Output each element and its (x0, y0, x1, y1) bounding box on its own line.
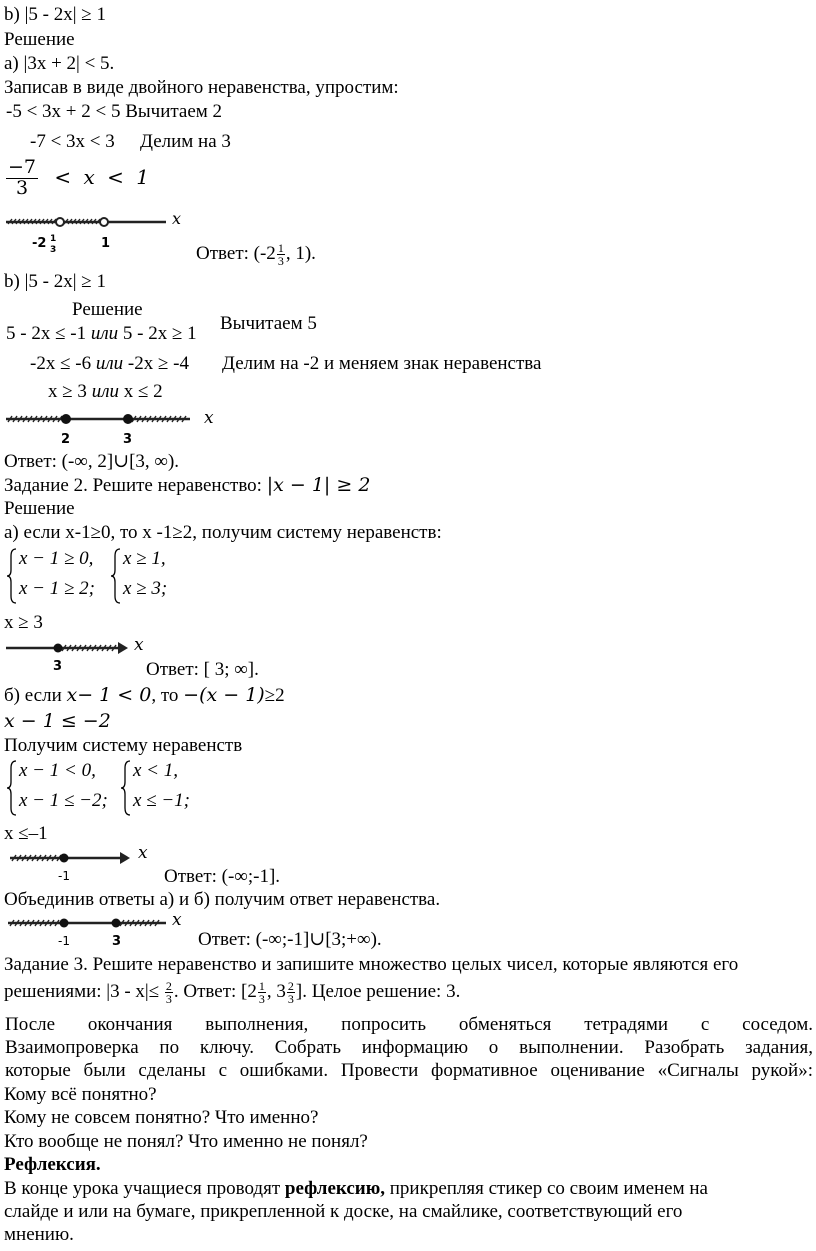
solution-label-2: Решение (72, 299, 143, 320)
reflection-line-1 (4, 1178, 708, 1201)
system-intro: Получим систему неравенств (4, 735, 243, 756)
case-line-3 (48, 381, 163, 404)
task-3-frac-3-den: 3 (287, 992, 294, 1006)
number-line-3 (6, 634, 156, 672)
tick-label-3: 3 (112, 934, 122, 949)
answer-5: Ответ: (-∞;-1]∪[3;+∞). (198, 929, 382, 950)
reflection-keyword: рефлексию, (284, 1178, 385, 1199)
axis-label: x (138, 843, 148, 863)
case-a: а) если х-1≥0, то х -1≥2, получим систему неравенств: (4, 522, 442, 543)
case-line-2-b: -2x ≥ -4 (123, 353, 189, 374)
reflection-title: Рефлексия. (4, 1154, 101, 1175)
tick-label-minus1: -1 (58, 934, 70, 948)
inequality-rest: < x < 1 (54, 164, 152, 189)
closed-point-3 (112, 919, 121, 928)
heading-b: b) |5 - 2x| ≥ 1 (4, 4, 106, 25)
case-line-2-or: или (95, 353, 124, 374)
solution-label-3: Решение (4, 498, 75, 519)
case-line-3-b: x ≤ 2 (118, 381, 163, 402)
fraction (6, 158, 38, 199)
reflection-line-2: слайде и или на бумаге, прикрепленной к доске, на смайлике, соответствующий его (4, 1201, 683, 1222)
system-1-row-4: x ≥ 3; (123, 578, 168, 599)
paragraph-line-1: После окончания выполнения, попросить обменяться тетрадями с соседом. (5, 1014, 813, 1035)
system-2-row-4: x ≤ −1; (133, 790, 191, 811)
task-3-middle: . Ответ: [2 (173, 980, 257, 1002)
case-line-1-a: 5 - 2x ≤ -1 (6, 323, 91, 344)
open-point-left (56, 218, 64, 226)
arrow-head (120, 852, 130, 864)
axis-label: x (134, 635, 144, 655)
task-3-line-1: Задание 3. Решите неравенство и запишите множество целых чисел, которые являются его (4, 954, 739, 975)
system-1 (6, 546, 206, 606)
system-2-row-2: x − 1 ≤ −2; (19, 790, 108, 811)
reflection-line-1-suffix: прикрепляя стикер со своим именем на (385, 1178, 708, 1199)
closed-point-3 (54, 644, 63, 653)
result-b: x ≤–1 (4, 823, 48, 844)
tick-label-minus2: -2 (32, 236, 47, 251)
answer-3: Ответ: [ 3; ∞]. (146, 659, 259, 680)
task-3-frac-2-num: 1 (258, 979, 265, 993)
arrow-head (118, 642, 128, 654)
task-a: а) |3x + 2| < 5. (4, 53, 115, 74)
case-b-line-2: x − 1 ≤ −2 (4, 710, 111, 732)
tick-label-3: 3 (53, 659, 63, 674)
question-1: Кому всё понятно? (4, 1084, 157, 1105)
axis-label: x (172, 209, 182, 228)
combine-line: Объединив ответы а) и б) получим ответ неравенства. (4, 889, 441, 910)
task-3-frac-1-den: 3 (165, 992, 172, 1006)
answer-4: Ответ: (-∞;-1]. (164, 866, 281, 887)
number-line-2 (6, 405, 226, 447)
answer-1 (196, 242, 316, 267)
closed-point-minus1 (60, 919, 69, 928)
tick-label-1: 1 (101, 236, 111, 251)
closed-point-2 (61, 414, 71, 424)
task-2 (4, 474, 370, 498)
fraction-denominator: 3 (15, 176, 29, 199)
case-line-1 (6, 323, 197, 346)
step-divide-note: Делим на 3 (140, 131, 231, 152)
paragraph-line-2: Взаимопроверка по ключу. Собрать информацию о выполнении. Разобрать задания, (5, 1037, 813, 1058)
step-divide-ineq: -7 < 3x < 3 (30, 131, 115, 152)
fraction-inequality (6, 158, 152, 199)
tick-label-num: 1 (50, 234, 57, 244)
tick-label-den: 3 (50, 245, 57, 255)
task-3-frac-3-num: 2 (287, 979, 294, 993)
tick-label-3: 3 (123, 432, 133, 447)
tick-label-minus1: -1 (58, 869, 70, 883)
task-3-suffix: ]. Целое решение: 3. (295, 980, 461, 1002)
axis-label: x (204, 408, 214, 428)
case-line-3-or: или (91, 381, 119, 402)
number-line-5 (6, 911, 186, 951)
task-3-line-2 (4, 980, 460, 1005)
divide-note: Делим на -2 и меняем знак неравенства (222, 353, 542, 374)
case-b-suffix: ≥2 (264, 685, 285, 706)
instruction-line: Записав в виде двойного неравенства, упростим: (4, 77, 399, 98)
case-line-1-b: 5 - 2x ≥ 1 (118, 323, 197, 344)
case-b-middle: , то (151, 685, 184, 706)
result-a: x ≥ 3 (4, 612, 43, 633)
task-3-separator: , 3 (266, 980, 286, 1002)
system-2 (6, 758, 206, 818)
task-2-text: Задание 2. Решите неравенство: (4, 475, 267, 496)
case-b (4, 684, 285, 708)
case-line-3-a: x ≥ 3 (48, 381, 92, 402)
number-line-1 (6, 210, 196, 260)
system-1-row-1: x − 1 ≥ 0, (19, 548, 94, 569)
system-2-row-1: x − 1 < 0, (19, 760, 96, 781)
tick-label-2: 2 (61, 432, 71, 447)
case-line-2-a: -2x ≤ -6 (30, 353, 96, 374)
question-3: Кто вообще не понял? Что именно не понял? (4, 1131, 368, 1152)
case-b-prefix: б) если (4, 685, 67, 706)
answer-1-num: 1 (277, 241, 284, 255)
reflection-line-1-prefix: В конце урока учащиеся проводят (4, 1178, 285, 1199)
number-line-4 (6, 843, 156, 886)
reflection-line-3: мнению. (4, 1224, 74, 1245)
answer-1-den: 3 (277, 254, 284, 268)
task-3-prefix: решениями: |3 - x|≤ (4, 980, 164, 1002)
subtract-note: Вычитаем 5 (220, 313, 317, 334)
paragraph-line-3: которые были сделаны с ошибками. Провести формативное оценивание «Сигналы рукой»: (5, 1060, 813, 1081)
system-1-row-2: x − 1 ≥ 2; (19, 578, 96, 599)
case-b-math-1: x− 1 < 0 (66, 684, 152, 706)
closed-point-minus1 (60, 854, 69, 863)
case-line-1-or: или (90, 323, 119, 344)
system-2-row-3: x < 1, (133, 760, 179, 781)
answer-2: Ответ: (-∞, 2]∪[3, ∞). (4, 451, 180, 472)
open-point-right (100, 218, 108, 226)
system-1-row-3: x ≥ 1, (123, 548, 166, 569)
closed-point-3 (123, 414, 133, 424)
axis-label: x (172, 910, 182, 930)
task-3-frac-1-num: 2 (165, 979, 172, 993)
step-subtract: -5 < 3x + 2 < 5 Вычитаем 2 (6, 101, 223, 122)
case-line-2 (30, 353, 189, 376)
task-3-frac-2-den: 3 (258, 992, 265, 1006)
case-b-math-2: −(x − 1) (183, 684, 265, 706)
task-2-math: |x − 1| ≥ 2 (266, 474, 371, 496)
fraction-numerator: −7 (8, 156, 37, 178)
answer-1-suffix: , 1). (285, 242, 316, 264)
solution-label: Решение (4, 29, 75, 50)
heading-b-2: b) |5 - 2x| ≥ 1 (4, 271, 106, 292)
question-2: Кому не совсем понятно? Что именно? (4, 1107, 319, 1128)
answer-1-prefix: Ответ: (-2 (196, 242, 276, 264)
